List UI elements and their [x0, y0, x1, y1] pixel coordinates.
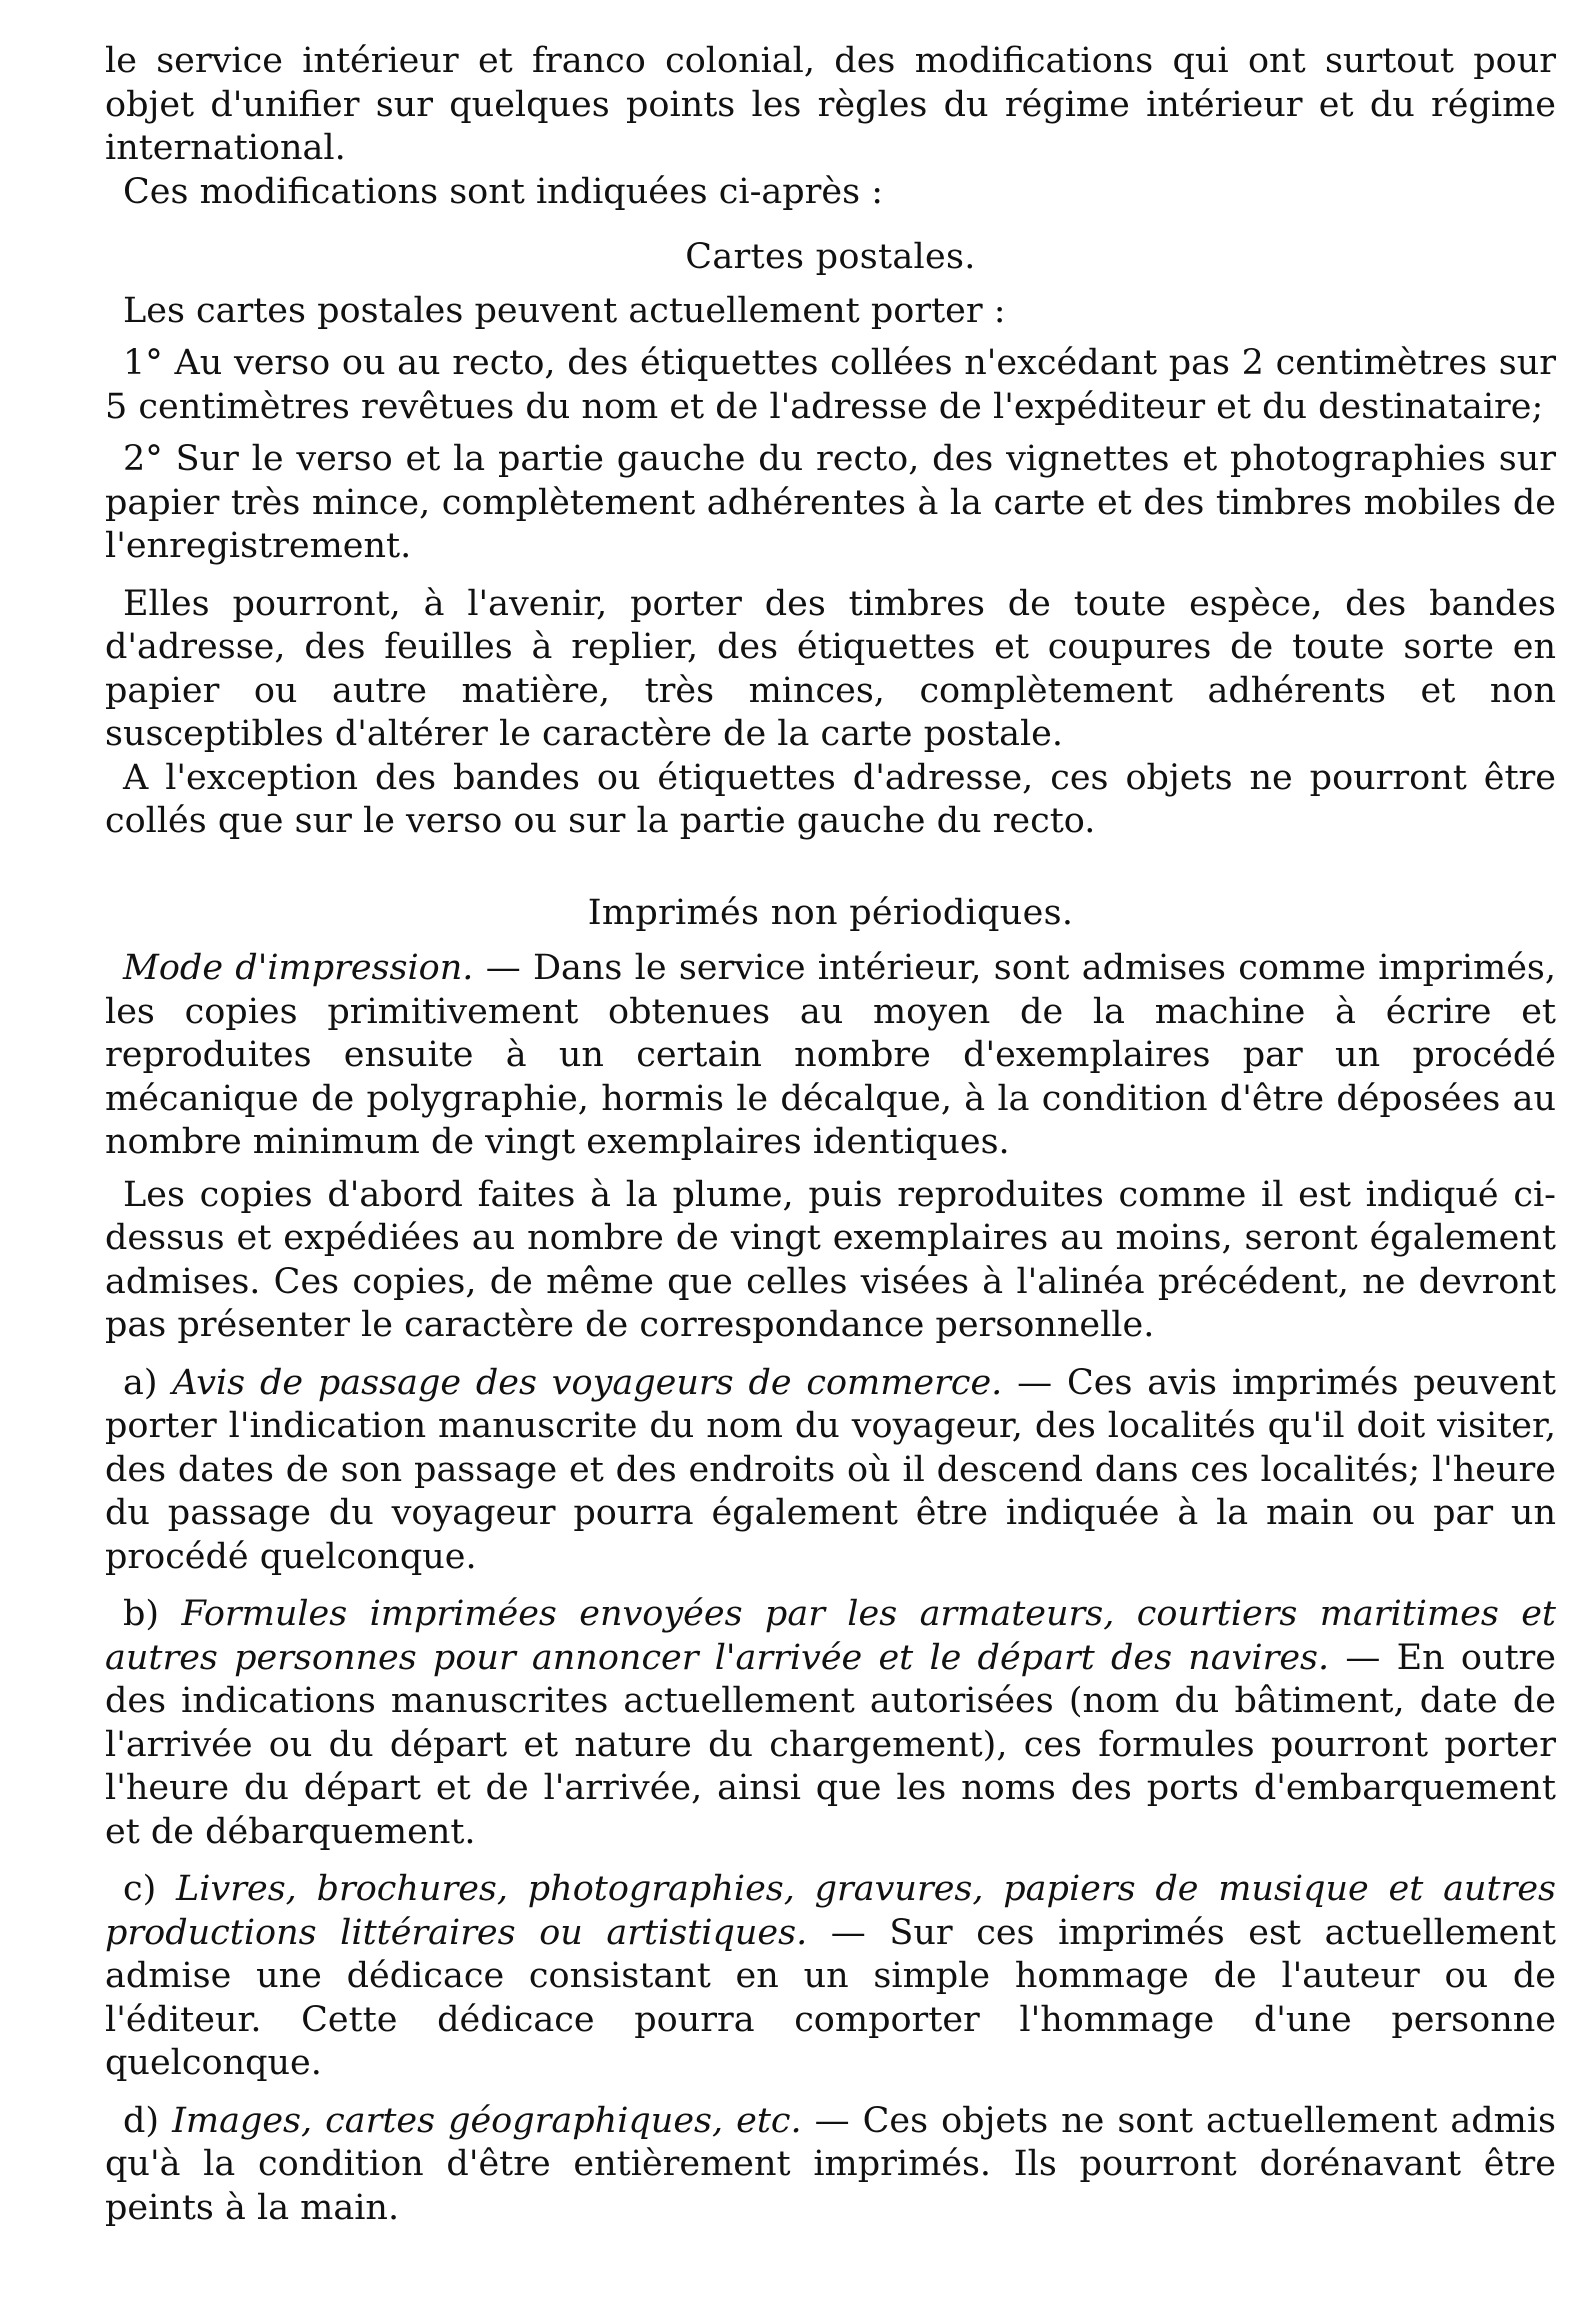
- intro-followup: Ces modifications sont indiquées ci-après :: [123, 171, 883, 212]
- intro-paragraph: le service intérieur et franco colonial, des modifications qui ont surtout pour objet d'unifier sur quelques points les règles du régime intérieur et du régime international.: [105, 41, 1556, 168]
- item-d-label: d): [123, 2100, 173, 2141]
- item-d-text: — Ces objets ne sont actuellement admis qu'à la condition d'être entièrement imprimés. Ils pourront dorénavant être peints à la main.: [105, 2100, 1557, 2228]
- cartes-paragraph-exception: A l'exception des bandes ou étiquettes d'adresse, ces objets ne pourront être collés que sur le verso ou sur la partie gauche du recto.: [105, 757, 1556, 841]
- item-d-title: Images, cartes géographiques, etc.: [172, 2100, 802, 2141]
- imprimes-mode-paragraph: [105, 947, 1556, 1165]
- item-c-label: c): [123, 1869, 177, 1909]
- imprimes-item-b: [105, 1593, 1556, 1854]
- imprimes-item-d: [105, 2100, 1556, 2231]
- mode-title: Mode d'impression.: [123, 948, 474, 988]
- item-b-label: b): [123, 1594, 182, 1634]
- item-a-title: Avis de passage des voyageurs de commerce.: [172, 1362, 1003, 1403]
- item-c-title: Livres, brochures, photographies, gravures, papiers de musique et autres productions littéraires ou artistiques.: [105, 1869, 1556, 1953]
- mode-text: — Dans le service intérieur, sont admises comme imprimés, les copies primitivement obtenues au moyen de la machine à écrire et reproduites ensuite à un certain nombre d'exemplaires par un procédé mécanique de polygraphie, hormis le décalque, à la condition d'être déposées au nombre minimum de vingt exemplaires identiques.: [105, 948, 1556, 1162]
- section-imprimes: [105, 892, 1556, 2231]
- cartes-lead: Les cartes postales peuvent actuellement porter :: [123, 290, 1006, 331]
- item-c-text: — Sur ces imprimés est actuellement admise une dédicace consistant en un simple hommage de l'auteur ou de l'éditeur. Cette dédicace pourra comporter l'hommage d'une personne quelconque.: [105, 1912, 1556, 2083]
- section-cartes-postales: [105, 236, 1556, 844]
- section-heading-imprimes: Imprimés non périodiques.: [587, 892, 1074, 933]
- imprimes-copies-paragraph: Les copies d'abord faites à la plume, puis reproduites comme il est indiqué ci-dessus et expédiées au nombre de vingt exemplaires au moins, seront également admises. Ces copies, de même que celles visées à l'alinéa précédent, ne devront pas présenter le caractère de correspondance personnelle.: [105, 1174, 1556, 1345]
- item-b-title: Formules imprimées envoyées par les armateurs, courtiers maritimes et autres personnes pour annoncer l'arrivée et le départ des navires.: [105, 1594, 1556, 1678]
- item-a-text: — Ces avis imprimés peuvent porter l'indication manuscrite du nom du voyageur, des localités qu'il doit visiter, des dates de son passage et des endroits où il descend dans ces localités; l'heure du passage du voyageur pourra également être indiquée à la main ou par un procédé quelconque.: [105, 1362, 1556, 1577]
- cartes-item-1: 1° Au verso ou au recto, des étiquettes collées n'excédant pas 2 centimètres sur 5 centimètres revêtues du nom et de l'adresse de l'expéditeur et du destinataire;: [105, 343, 1556, 427]
- item-a-label: a): [123, 1362, 173, 1403]
- imprimes-item-a: [105, 1362, 1556, 1580]
- imprimes-item-c: [105, 1868, 1556, 2086]
- item-b-text: — En outre des indications manuscrites actuellement autorisées (nom du bâtiment, date de l'arrivée ou du départ et nature du chargement), ces formules pourront porter l'heure du départ et de l'arrivée, ainsi que les noms des ports d'embarquement et de débarquement.: [105, 1637, 1556, 1852]
- section-heading-cartes: Cartes postales.: [685, 237, 976, 277]
- cartes-item-2: 2° Sur le verso et la partie gauche du recto, des vignettes et photographies sur papier très mince, complètement adhérentes à la carte et des timbres mobiles de l'enregistrement.: [105, 439, 1556, 566]
- cartes-paragraph-avenir: Elles pourront, à l'avenir, porter des timbres de toute espèce, des bandes d'adresse, des feuilles à replier, des étiquettes et coupures de toute sorte en papier ou autre matière, très minces, complètement adhérents et non susceptibles d'altérer le caractère de la carte postale.: [105, 583, 1556, 754]
